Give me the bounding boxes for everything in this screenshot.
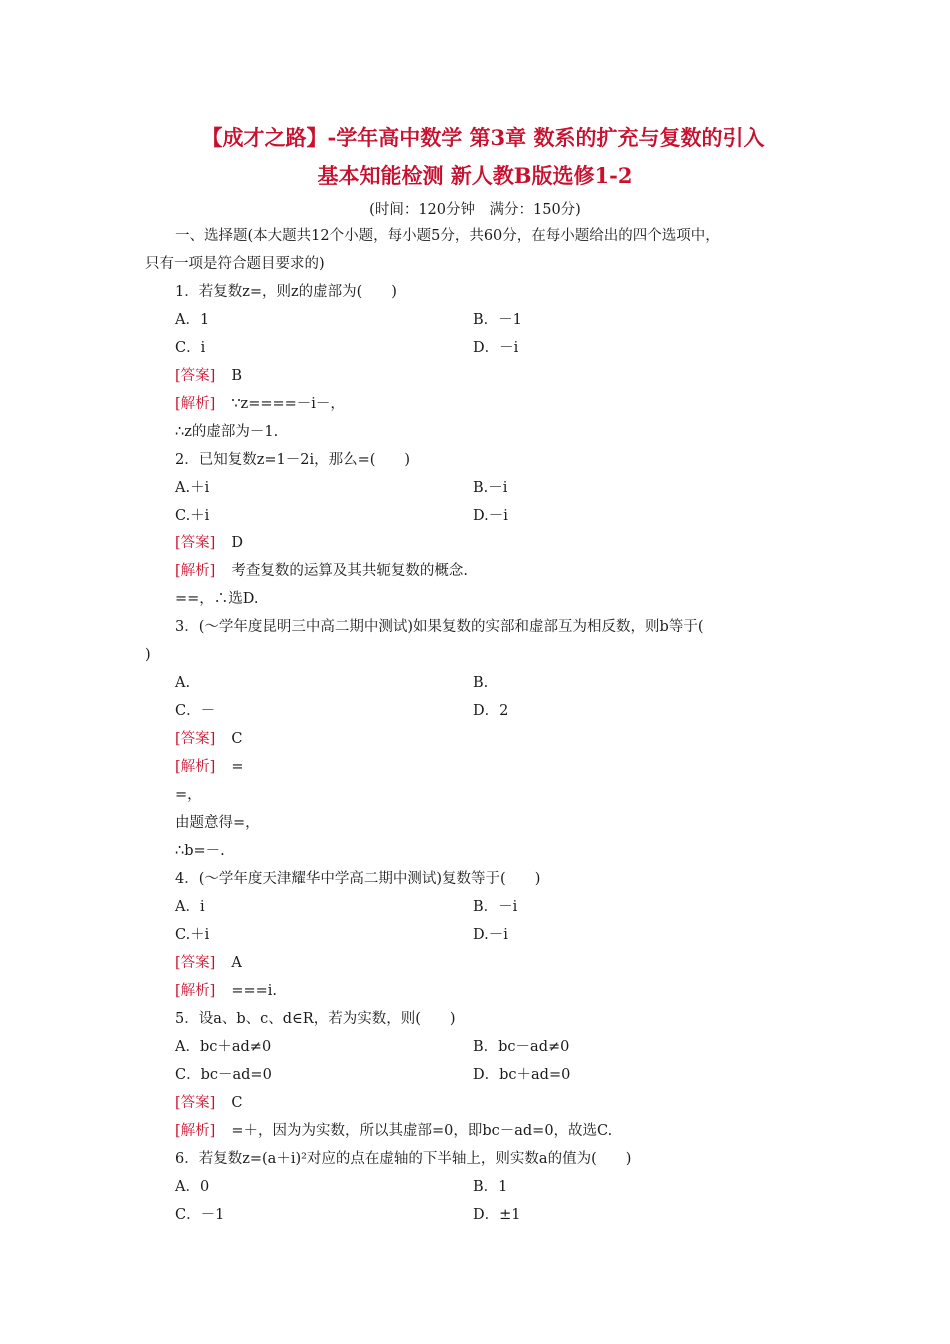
question-3-stem-cont: ) [145, 647, 151, 663]
q4-analysis [175, 981, 277, 1001]
q2-option-c: C.＋i [175, 508, 210, 524]
q4-option-c: C.＋i [175, 927, 210, 943]
q5-option-c: C．bc－ad=0 [175, 1067, 272, 1083]
q2-analysis [175, 561, 468, 581]
q3-answer [175, 729, 242, 749]
analysis-text: ∵z====－i－， [231, 396, 345, 412]
q1-analysis-cont: ∴z的虚部为－1. [175, 424, 279, 440]
answer-value: C [231, 731, 243, 747]
section-heading-cont: 只有一项是符合题目要求的) [145, 256, 325, 272]
q4-option-a: A．i [175, 899, 205, 915]
document-subtitle: (时间：120分钟 满分：150分) [369, 202, 581, 218]
q1-option-a: A．1 [175, 312, 210, 328]
q5-option-d: D．bc＋ad=0 [473, 1067, 571, 1083]
q4-option-d: D.－i [473, 927, 508, 943]
q3-option-d: D．2 [473, 703, 509, 719]
q1-analysis [175, 394, 345, 414]
question-3-stem: 3．(～学年度昆明三中高二期中测试)如果复数的实部和虚部互为相反数，则b等于( [175, 619, 704, 635]
q6-option-d: D．±1 [473, 1207, 521, 1223]
q3-option-c: C．－ [175, 703, 216, 719]
analysis-tag: [解析] [175, 396, 216, 412]
question-2-stem: 2．已知复数z=1－2i，那么=( ) [175, 452, 411, 468]
analysis-text: = [231, 759, 244, 775]
q1-option-b: B．－1 [473, 312, 522, 328]
q2-option-d: D.－i [473, 508, 508, 524]
q2-answer [175, 533, 243, 553]
answer-value: B [231, 368, 242, 384]
q3-analysis-cont: ∴b=－. [175, 843, 225, 859]
answer-tag: [答案] [175, 731, 216, 747]
q6-option-c: C．－1 [175, 1207, 225, 1223]
q4-option-b: B．－i [473, 899, 518, 915]
q2-analysis-cont: ==，∴选D. [175, 591, 259, 607]
answer-value: A [231, 955, 242, 971]
answer-value: C [231, 1095, 243, 1111]
question-6-stem: 6．若复数z=(a＋i)²对应的点在虚轴的下半轴上，则实数a的值为( ) [175, 1151, 632, 1167]
answer-tag: [答案] [175, 1095, 216, 1111]
analysis-tag: [解析] [175, 563, 216, 579]
analysis-text: =＋，因为为实数，所以其虚部=0，即bc－ad=0，故选C. [231, 1123, 613, 1139]
answer-value: D [231, 535, 243, 551]
q1-option-d: D．－i [473, 340, 519, 356]
document-title-line1: 【成才之路】-学年高中数学 第3章 数系的扩充与复数的引入 [201, 125, 765, 150]
analysis-tag: [解析] [175, 983, 216, 999]
q4-answer [175, 953, 242, 973]
analysis-tag: [解析] [175, 759, 216, 775]
document-title-line2: 基本知能检测 新人教B版选修1-2 [317, 163, 633, 188]
q6-option-a: A．0 [175, 1179, 210, 1195]
q5-option-a: A．bc＋ad≠0 [175, 1039, 272, 1055]
q3-analysis-cont: 由题意得=， [175, 815, 260, 831]
q5-answer [175, 1093, 242, 1113]
q3-option-a: A. [175, 675, 191, 691]
question-4-stem: 4．(～学年度天津耀华中学高二期中测试)复数等于( ) [175, 871, 541, 887]
answer-tag: [答案] [175, 535, 216, 551]
answer-tag: [答案] [175, 368, 216, 384]
section-heading: 一、选择题(本大题共12个小题，每小题5分，共60分，在每小题给出的四个选项中， [175, 228, 720, 244]
q1-option-c: C．i [175, 340, 206, 356]
analysis-tag: [解析] [175, 1123, 216, 1139]
q3-option-b: B. [473, 675, 489, 691]
answer-tag: [答案] [175, 955, 216, 971]
question-5-stem: 5．设a、b、c、d∈R，若为实数，则( ) [175, 1011, 456, 1027]
analysis-text: ===i. [231, 983, 278, 999]
q5-option-b: B．bc－ad≠0 [473, 1039, 570, 1055]
analysis-text: 考查复数的运算及其共轭复数的概念. [231, 563, 468, 579]
q2-option-a: A.＋i [175, 480, 210, 496]
q1-answer [175, 366, 242, 386]
q5-analysis [175, 1121, 612, 1141]
question-1-stem: 1．若复数z=，则z的虚部为( ) [175, 284, 397, 300]
q6-option-b: B．1 [473, 1179, 508, 1195]
q3-analysis-cont: =， [175, 787, 202, 803]
q3-analysis [175, 757, 243, 777]
q2-option-b: B.－i [473, 480, 508, 496]
